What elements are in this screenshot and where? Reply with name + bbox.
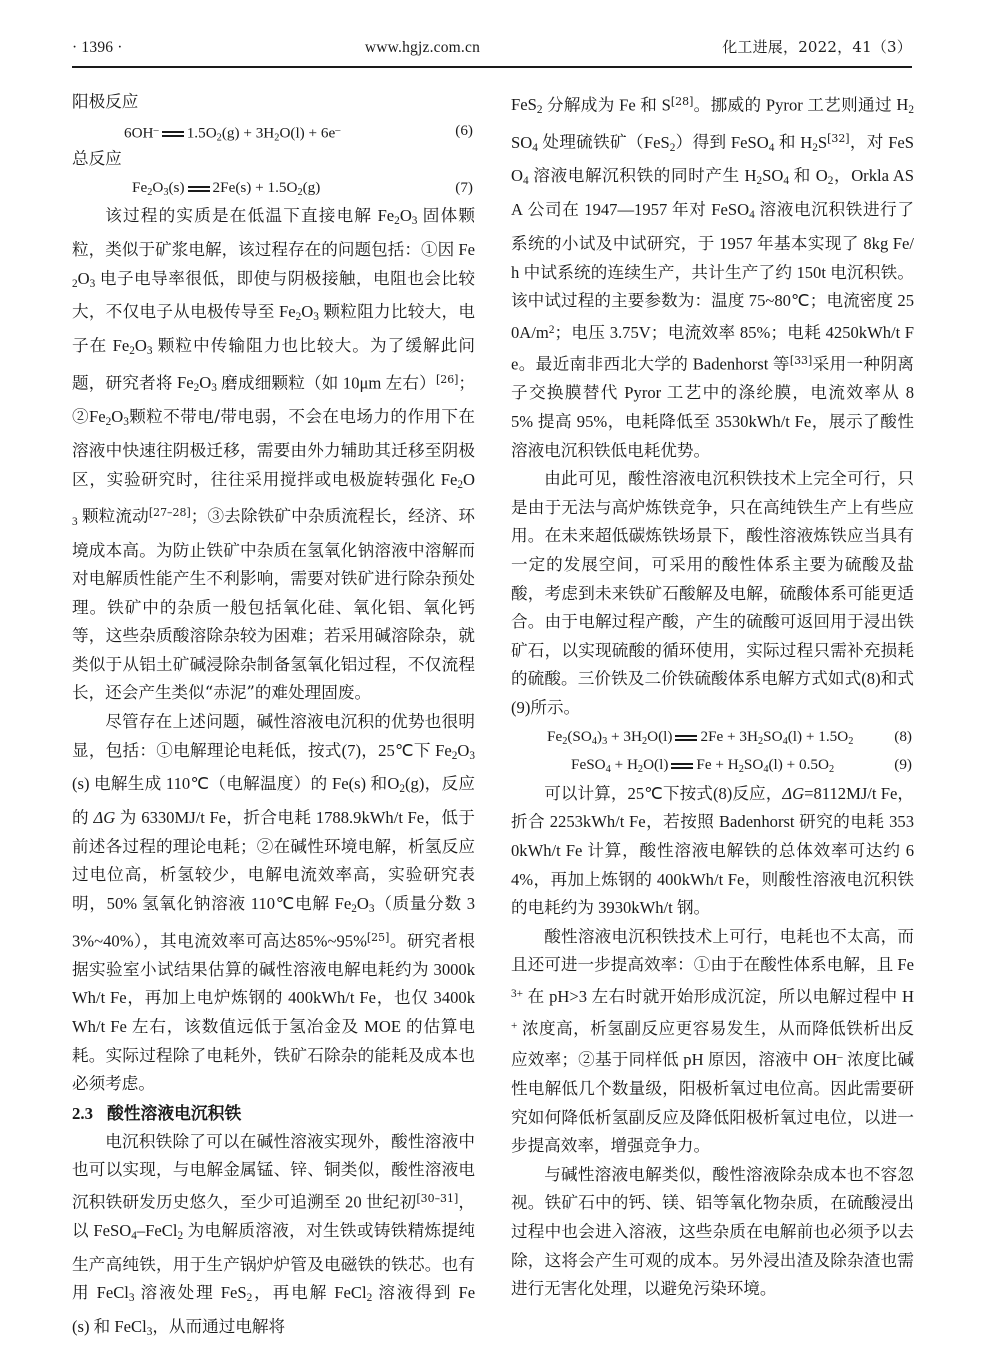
equation-9 [511,751,914,780]
label-overall-reaction: 总反应 [72,149,122,169]
equation-7-number: (7) [455,178,473,196]
left-column [72,88,475,1346]
equation-6-number: (6) [455,121,473,139]
right-column [511,88,914,1346]
equation-6 [72,117,475,146]
equation-8-number: (8) [894,727,912,745]
equation-6-body: 6OH– $1.5O_2(g) + 3H_2O(l) + 6e^-$ [124,124,341,144]
equals-arrow-icon [671,760,693,771]
journal-url: www.hgjz.com.cn [364,39,481,56]
equation-7 [72,174,475,203]
equation-9-number: (9) [894,756,912,774]
paragraph-electrolysis-problems: 该过程的实质是在低温下直接电解 $Fe_2O_3$ 固体颗粒，类似于矿浆电解，该过程存在的问题包括：①因 $Fe_2O_3$ 电子电导率很低，即使与阴极接触，电阻也会比较大，不仅电子从电极传导至 $Fe_2O_3$ 颗粒阻力比较大，电子在 $Fe_2O_3$ 颗粒中传输阻力也比较大。为了缓解此问题，研究者将 $Fe_2O_3$ 磨成细颗粒（如 10μm 左右）[26]；$②Fe_2O_3$颗粒不带电/带电弱，不会在电场力的作用下在溶液中快速往阴极迁移，需要由外力辅助其迁移至阴极区，实验研究时，往往采用搅拌或电极旋转强化 $Fe_2O_3$ 颗粒流动[27–28]；③去除铁矿中杂质流程长，经济、环境成本高。为防止铁矿中杂质在氢氧化钠溶液中溶解而对电解质性能产生不利影响，需要对铁矿进行除杂预处理。铁矿中的杂质一般包括氧化硅、氧化铝、氧化钙等，这些杂质酸溶除杂较为困难；若采用碱溶除杂，就类似于从铝土矿碱浸除杂制备氢氧化铝过程，不仅流程长，还会产生类似“赤泥”的难处理固废。 [72,206,476,703]
section-heading-2-3 [72,1099,475,1128]
equals-arrow-icon [162,128,184,139]
running-head [72,36,912,62]
section-number: 2.3 [72,1103,93,1123]
paragraph-acidic-feasibility: 由此可见，酸性溶液电沉积铁技术上完全可行，只是由于无法与高炉炼铁竞争，只在高纯铁生产上有些应用。在未来超低碳炼铁场景下，酸性溶液炼铁应当具有一定的发展空间，可采用的酸性体系主要为硫酸及盐酸，考虑到未来铁矿石酸解及电解，硫酸体系可能更适合。由于电解过程产酸，产生的硫酸可返回用于浸出铁矿石，以实现硫酸的循环使用，实际过程只需补充损耗的硫酸。三价铁及二价铁硫酸体系电解方式如式(8)和式(9)所示。 [511,469,915,717]
equals-arrow-icon [675,732,697,743]
header-rule [72,66,912,68]
label-anode-reaction: 阳极反应 [72,92,139,111]
body-columns [72,88,914,1346]
paragraph-efficiency-improvement: 酸性溶液电沉积铁技术上可行，电耗也不太高，而且还可进一步提高效率：①由于在酸性体系电解，且 $Fe^{3+}$ 在 pH>3 左右时就开始形成沉淀，所以电解过程中 H+ 浓度高，析氢副反应更容易发生，从而降低铁析出反应效率；②基于同样低 pH 原因，溶液中 OH– 浓度比碱性电解低几个数量级，阳极析氧过电位高。因此需要研究如何降低析氢副反应及降低阳极析氧过电位，以进一步提高效率，增强竞争力。 [511,926,915,1156]
equation-8-body: $Fe_2(SO_4)_3 + 3H_2O(l) 2Fe + 3H_2SO_4(l) + 1.5O_2$ [547,727,854,747]
journal-citation: 化工进展，2022，41（3） [722,38,912,56]
paragraph-acidic-history: 电沉积铁除了可以在碱性溶液实现外，酸性溶液中也可以实现，与电解金属锰、锌、铜类似，酸性溶液电沉积铁研发历史悠久，至少可追溯至 20 世纪初[30–31]，以 FeSO$_4$–FeCl$_2$ 为电解质溶液，对生铁或铸铁精炼提纯生产高纯铁，用于生产锅炉炉管及电磁铁的铁芯。也有用 FeCl$_3$ 溶液处理 FeS$_2$，再电解 FeCl$_2$ 溶液得到 Fe(s) 和 FeCl$_3$，从而通过电解将 [72,1131,476,1339]
paragraph-energy-calculation: 可以计算，25℃下按式(8)反应，ΔG=8112MJ/t Fe，折合 2253kWh/t Fe，若按照 Badenhorst 研究的电耗 3530kWh/t Fe 计算，酸性溶液电解铁的总体效率可达约 64%，再加上炼钢的 400kWh/t Fe，则酸性溶液电沉积铁的电耗约为 3930kWh/t 钢。 [511,783,915,918]
paragraph-impurity-cost: 与碱性溶液电解类似，酸性溶液除杂成本也不容忽视。铁矿石中的钙、镁、铝等氧化物杂质，在硫酸浸出过程中也会进入溶液，这些杂质在电解前也必须予以去除，这将会产生可观的成本。另外浸出渣及除杂渣也需进行无害化处理，以避免污染环境。 [511,1164,914,1299]
paragraph-pyror-process: FeS$_2$ 分解成为 Fe 和 S[28]。挪威的 Pyror 工艺则通过 $H_2SO_4$ 处理硫铁矿（FeS$_2$）得到 FeSO$_4$ 和 $H_2S[32]$，对 FeSO$_4$ 溶液电解沉积铁的同时产生 $H_2SO_4$ 和 $O_2$，Orkla ASA 公司在 1947—1957 年对 FeSO$_4$ 溶液电沉积铁进行了系统的小试及中试研究，于 1957 年基本实现了 8kg Fe/h 中试系统的连续生产，共计生产了约 150t 电沉积铁。该中试过程的主要参数为：温度 75~80℃；电流密度 $250A/m^2$；电压 3.75V；电流效率 85%；电耗 4250kWh/t Fe。最近南非西北大学的 Badenhorst 等[33]采用一种阴离子交换膜替代 Pyror 工艺中的涤纶膜，电流效率从 85% 提高 95%，电耗降低至 3530kWh/t Fe，展示了酸性溶液电沉积铁低电耗优势。 [511,95,915,460]
paragraph-alkaline-advantages: 尽管存在上述问题，碱性溶液电沉积的优势也很明显，包括：①电解理论电耗低，按式(7)，25℃下 $Fe_2O_3(s)$ 电解生成 110℃（电解温度）的 Fe(s) 和$O_2(g)$，反应的 ΔG 为 6330MJ/t Fe，折合电耗 1788.9kWh/t Fe，低于前述各过程的理论电耗；②在碱性环境电解，析氢反应过电位高，析氢较少，电解电流效率高，实验研究表明，50% 氢氧化钠溶液 110℃电解 $Fe_2O_3$（质量分数 33%~40%），其电流效率可高达85%~95%[25]。研究者根据实验室小试结果估算的碱性溶液电解电耗约为 3000kWh/t Fe，再加上电炉炼钢的 400kWh/t Fe，也仅 3400kWh/t Fe 左右，该数值远低于氢冶金及 MOE 的估算电耗。实际过程除了电耗外，铁矿石除杂的能耗及成本也必须考虑。 [72,712,476,1094]
page-folio: · 1396 · [72,39,123,56]
section-title: 酸性溶液电沉积铁 [106,1102,242,1123]
equation-9-body: FeSO$_4$ + $H_2O(l) Fe + H_2SO_4(l) + 0.5O_2$ [571,756,835,776]
equals-arrow-icon [188,183,210,194]
equation-8 [511,723,914,752]
equation-7-body: $Fe_2O_3(s) 2Fe(s) + 1.5O_2(g)$ [132,178,321,198]
